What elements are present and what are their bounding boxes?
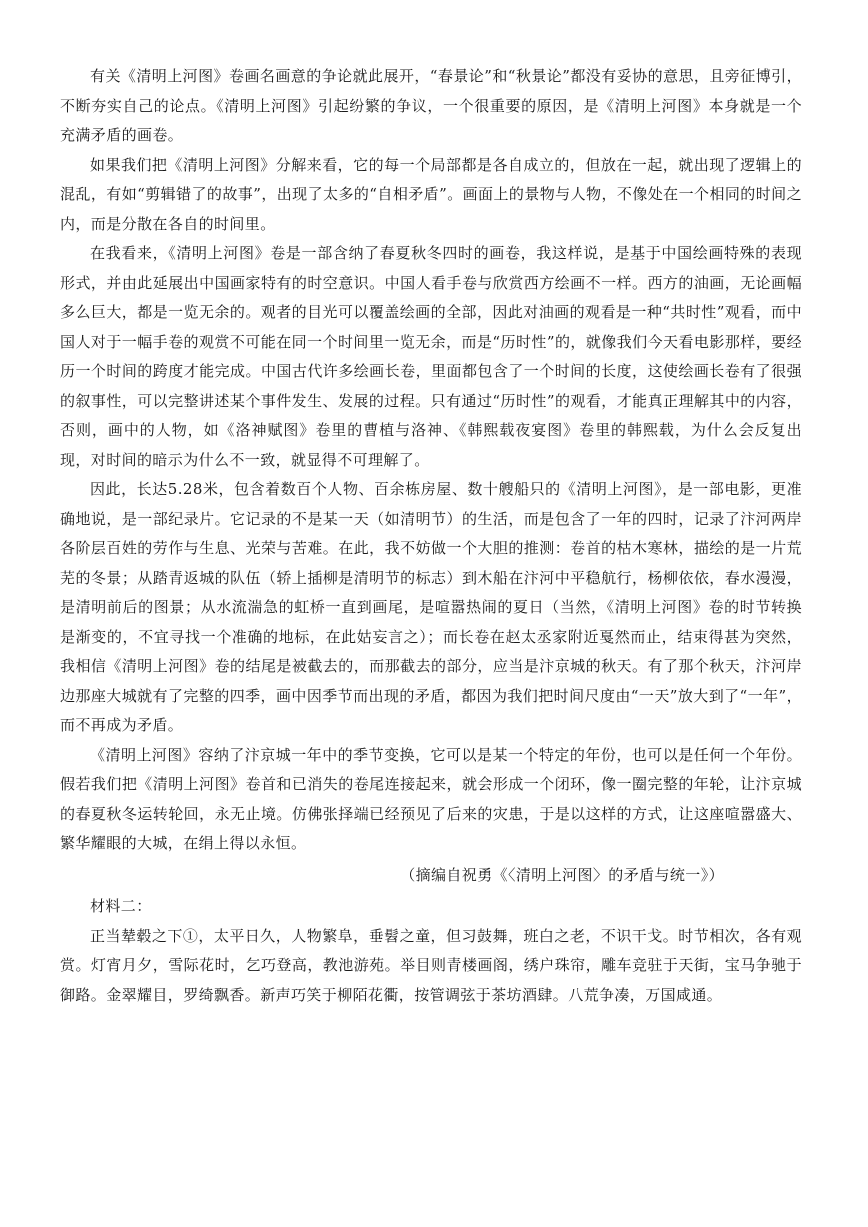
article-body (60, 62, 802, 1010)
paragraph-5: 《清明上河图》容纳了汴京城一年中的季节变换，它可以是某一个特定的年份，也可以是任何一个年份。假若我们把《清明上河图》卷首和已消失的卷尾连接起来，就会形成一个闭环，像一圈完整的年轮，让汴京城的春夏秋冬运转轮回，永无止境。仿佛张择端已经预见了后来的灾患，于是以这样的方式，让这座喧嚣盛大、繁华耀眼的大城，在绢上得以永恒。 (60, 745, 802, 852)
paragraph-4: 因此，长达5.28米，包含着数百个人物、百余栋房屋、数十艘船只的《清明上河图》，是一部电影，更准确地说，是一部纪录片。它记录的不是某一天（如清明节）的生活，而是包含了一年的四时，记录了汴河两岸各阶层百姓的劳作与生息、光荣与苦难。在此，我不妨做一个大胆的推测：卷首的枯木寒林，描绘的是一片荒芜的冬景；从踏青返城的队伍（轿上插柳是清明节的标志）到木船在汴河中平稳航行，杨柳依依，春水漫漫，是清明前后的图景；从水流湍急的虹桥一直到画尾，是喧嚣热闹的夏日（当然，《清明上河图》卷的时节转换是渐变的，不宜寻找一个准确的地标，在此姑妄言之）；而长卷在赵太丞家附近戛然而止，结束得甚为突然，我相信《清明上河图》卷的结尾是被截去的，而那截去的部分，应当是汴京城的秋天。有了那个秋天，汴河岸边那座大城就有了完整的四季，画中因季节而出现的矛盾，都因为我们把时间尺度由“一天”放大到了“一年”，而不再成为矛盾。 (60, 480, 802, 734)
material-text: 正当辇毂之下①，太平日久，人物繁阜，垂髫之童，但习鼓舞，班白之老，不识干戈。时节相次，各有观赏。灯宵月夕，雪际花时，乞巧登高，教池游苑。举目则青楼画阁，绣户珠帘，雕车竞驻于天街，宝马争驰于御路。金翠耀目，罗绮飘香。新声巧笑于柳陌花衢，按管调弦于茶坊酒肆。八荒争凑，万国咸通。 (60, 926, 802, 1004)
paragraph-1: 有关《清明上河图》卷画名画意的争论就此展开，“春景论”和“秋景论”都没有妥协的意思，且旁征博引，不断夯实自己的论点。《清明上河图》引起纷繁的争议，一个很重要的原因，是《清明上河图》本身就是一个充满矛盾的画卷。 (60, 67, 802, 144)
source-citation: （摘编自祝勇《〈清明上河图〉的矛盾与统一》） (400, 865, 724, 884)
paragraph-2: 如果我们把《清明上河图》分解来看，它的每一个局部都是各自成立的，但放在一起，就出现了逻辑上的混乱，有如“剪辑错了的故事”，出现了太多的“自相矛盾”。画面上的景物与人物，不像处在一个相同的时间之内，而是分散在各自的时间里。 (60, 155, 802, 233)
material-label: 材料二： (90, 897, 152, 915)
paragraph-3: 在我看来，《清明上河图》卷是一部含纳了春夏秋冬四时的画卷，我这样说，是基于中国绘画特殊的表现形式，并由此延展出中国画家特有的时空意识。中国人看手卷与欣赏西方绘画不一样。西方的油画，无论画幅多么巨大，都是一览无余的。观者的目光可以覆盖绘画的全部，因此对油画的观看是一种“共时性”观看，而中国人对于一幅手卷的观赏不可能在同一个时间里一览无余，而是“历时性”的，就像我们今天看电影那样，要经历一个时间的跨度才能完成。中国古代许多绘画长卷，里面都包含了一个时间的长度，这使绘画长卷有了很强的叙事性，可以完整讲述某个事件发生、发展的过程。只有通过“历时性”的观看，才能真正理解其中的内容，否则，画中的人物，如《洛神赋图》卷里的曹植与洛神、《韩熙载夜宴图》卷里的韩熙载，为什么会反复出现，对时间的暗示为什么不一致，就显得不可理解了。 (60, 244, 802, 469)
